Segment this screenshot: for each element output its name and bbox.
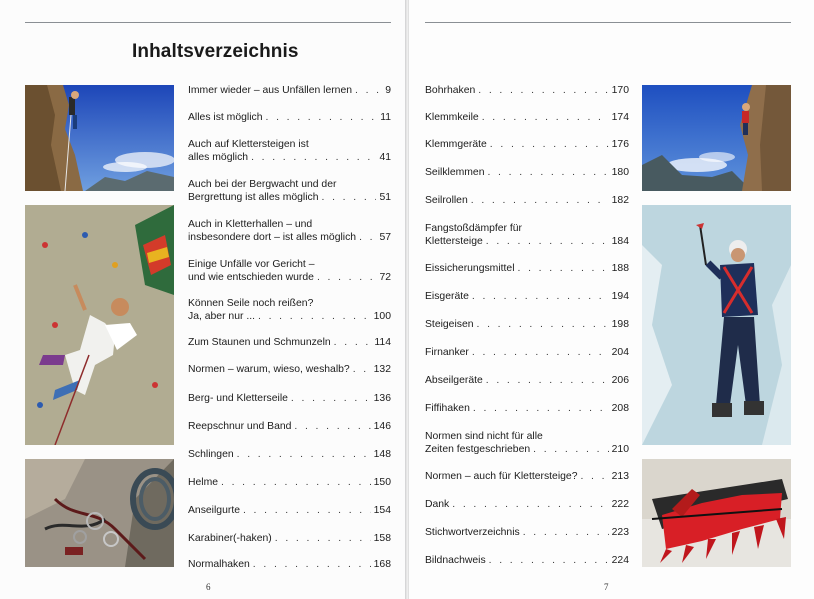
- toc-entry: [425, 262, 629, 275]
- toc-entry-title: Zeiten festgeschrieben: [425, 444, 531, 455]
- toc-page-number: 148: [373, 449, 391, 460]
- toc-entry-title: Auch bei der Bergwacht und der: [188, 179, 337, 190]
- toc-leader-dots: [359, 231, 376, 244]
- toc-entry: [188, 336, 391, 349]
- toc-entry-line: [188, 258, 391, 271]
- toc-entry-line: [425, 526, 629, 539]
- page-number: 6: [206, 582, 211, 592]
- toc-page-number: 194: [611, 291, 629, 302]
- toc-page-number: 224: [611, 555, 629, 566]
- toc-leader-dots: [294, 420, 370, 433]
- toc-entry-title: Normen sind nicht für alle: [425, 431, 543, 442]
- toc-leader-dots: [473, 402, 609, 415]
- toc-entry: [425, 138, 629, 151]
- toc-leader-dots: [334, 336, 372, 349]
- toc-leader-dots: [486, 235, 609, 248]
- toc-entry-title: Seilrollen: [425, 195, 468, 206]
- toc-page-number: 158: [373, 533, 391, 544]
- toc-leader-dots: [355, 84, 382, 97]
- red-crampons-photo: [642, 459, 791, 567]
- toc-entry-title: Auch auf Klettersteigen ist: [188, 139, 309, 150]
- toc-entry-line: [188, 310, 391, 323]
- toc-entry-title: Bildnachweis: [425, 555, 486, 566]
- toc-entry: [188, 111, 391, 124]
- toc-entry-title: und wie entschieden wurde: [188, 272, 314, 283]
- toc-entry-title: Klemmkeile: [425, 112, 479, 123]
- toc-leader-dots: [482, 111, 609, 124]
- toc-entry-title: Bohrhaken: [425, 85, 476, 96]
- toc-entry-line: [425, 84, 629, 97]
- climbing-hall-photo: [25, 205, 174, 445]
- toc-entry-line: [188, 151, 391, 164]
- toc-entry-line: [425, 235, 629, 248]
- toc-leader-dots: [533, 443, 609, 456]
- toc-entry-title: Fiffihaken: [425, 403, 470, 414]
- toc-entry: [425, 470, 629, 483]
- toc-entry: [188, 504, 391, 517]
- toc-entry-line: [188, 218, 391, 231]
- toc-leader-dots: [518, 262, 609, 275]
- toc-entry-line: [188, 84, 391, 97]
- toc-leader-dots: [490, 138, 609, 151]
- toc-entry: [188, 532, 391, 545]
- toc-entry-line: [188, 111, 391, 124]
- toc-entry: [425, 498, 629, 511]
- toc-entry-line: [425, 374, 629, 387]
- toc-entry-title: Alles ist möglich: [188, 112, 263, 123]
- toc-entry-title: Karabiner(-haken): [188, 533, 272, 544]
- toc-page-number: 57: [379, 232, 391, 243]
- toc-leader-dots: [251, 151, 376, 164]
- toc-entry-line: [425, 166, 629, 179]
- toc-page-number: 176: [611, 139, 629, 150]
- toc-page-number: 213: [611, 471, 629, 482]
- toc-entry-title: Immer wieder – aus Unfällen lernen: [188, 85, 353, 96]
- toc-leader-dots: [472, 290, 609, 303]
- toc-entry: [425, 84, 629, 97]
- toc-leader-dots: [489, 554, 609, 567]
- toc-page-number: 146: [373, 421, 391, 432]
- toc-entry: [188, 178, 391, 204]
- toc-entry-title: Klettersteige: [425, 236, 483, 247]
- toc-entry-title: Bergrettung ist alles möglich: [188, 192, 319, 203]
- toc-entry-line: [188, 231, 391, 244]
- toc-entry-title: Dank: [425, 499, 450, 510]
- toc-entry-title: Stichwortverzeichnis: [425, 527, 520, 538]
- toc-page-number: 114: [374, 337, 391, 348]
- toc-entry: [188, 420, 391, 433]
- toc-entry: [425, 111, 629, 124]
- toc-leader-dots: [486, 374, 609, 387]
- toc-page-number: 180: [611, 167, 629, 178]
- toc-leader-dots: [258, 310, 371, 323]
- toc-entry-line: [188, 558, 391, 571]
- toc-leader-dots: [478, 84, 608, 97]
- toc-leader-dots: [275, 532, 371, 545]
- toc-entry-line: [425, 290, 629, 303]
- toc-entry-line: [425, 402, 629, 415]
- toc-entry: [188, 476, 391, 489]
- toc-entry-title: Firnanker: [425, 347, 469, 358]
- toc-entry-title: Seilklemmen: [425, 167, 485, 178]
- toc-page-number: 184: [611, 236, 629, 247]
- toc-page-number: 204: [611, 347, 629, 358]
- climber-on-rock-face-photo: [25, 85, 174, 191]
- toc-page-number: 51: [379, 192, 391, 203]
- toc-entry-line: [188, 363, 391, 376]
- toc-page-number: 132: [373, 364, 391, 375]
- toc-leader-dots: [266, 111, 378, 124]
- toc-entry: [425, 374, 629, 387]
- toc-entry-line: [425, 194, 629, 207]
- toc-leader-dots: [452, 498, 608, 511]
- toc-entry-line: [188, 420, 391, 433]
- toc-entry-line: [188, 448, 391, 461]
- page-title: Inhaltsverzeichnis: [132, 41, 299, 62]
- toc-page-number: 11: [380, 112, 391, 123]
- toc-page-number: 174: [611, 112, 629, 123]
- toc-entry-line: [425, 222, 629, 235]
- toc-page-number: 206: [611, 375, 629, 386]
- toc-entry: [425, 166, 629, 179]
- toc-entry-line: [188, 336, 391, 349]
- toc-leader-dots: [253, 558, 371, 571]
- toc-page-number: 170: [611, 85, 629, 96]
- toc-entry: [188, 448, 391, 461]
- header-rule: [425, 22, 791, 23]
- toc-entry: [425, 554, 629, 567]
- toc-entry-line: [188, 271, 391, 284]
- toc-entry-line: [188, 178, 391, 191]
- toc-entry-line: [425, 498, 629, 511]
- toc-page-number: 208: [611, 403, 629, 414]
- toc-entry: [188, 558, 391, 571]
- toc-page-number: 222: [611, 499, 629, 510]
- toc-entry-title: Normen – auch für Klettersteige?: [425, 471, 578, 482]
- toc-entry-line: [188, 532, 391, 545]
- left-page: [0, 0, 405, 599]
- toc-entry-line: [425, 430, 629, 443]
- toc-page-number: 182: [611, 195, 629, 206]
- toc-entry-title: alles möglich: [188, 152, 249, 163]
- toc-page-number: 188: [611, 263, 629, 274]
- toc-entry-title: Helme: [188, 477, 219, 488]
- toc-entry-title: Können Seile noch reißen?: [188, 298, 314, 309]
- toc-entry: [425, 430, 629, 456]
- toc-entry-line: [188, 138, 391, 151]
- toc-entry-line: [425, 138, 629, 151]
- toc-page-number: 41: [379, 152, 391, 163]
- toc-page-number: 100: [373, 311, 391, 322]
- toc-entry: [188, 258, 391, 284]
- toc-page-number: 150: [373, 477, 391, 488]
- toc-entry: [188, 138, 391, 164]
- toc-leader-dots: [487, 166, 608, 179]
- toc-entry-line: [425, 443, 629, 456]
- toc-entry-title: Ja, aber nur ...: [188, 311, 255, 322]
- toc-entry-line: [188, 504, 391, 517]
- toc-page-number: 210: [611, 444, 629, 455]
- toc-entry: [425, 194, 629, 207]
- climber-on-cliff-photo: [642, 85, 791, 191]
- page-number: 7: [604, 582, 609, 592]
- toc-entry: [188, 392, 391, 405]
- right-page: [409, 0, 814, 599]
- toc-entry: [425, 222, 629, 248]
- toc-entry: [425, 346, 629, 359]
- toc-entry-title: Klemmgeräte: [425, 139, 487, 150]
- toc-entry-title: Eisgeräte: [425, 291, 469, 302]
- toc-entry: [188, 218, 391, 244]
- toc-entry-line: [188, 476, 391, 489]
- toc-entry-line: [425, 554, 629, 567]
- toc-leader-dots: [237, 448, 371, 461]
- toc-entry-line: [425, 111, 629, 124]
- toc-entry-title: Zum Staunen und Schmunzeln: [188, 337, 331, 348]
- toc-leader-dots: [471, 194, 609, 207]
- toc-entry: [425, 402, 629, 415]
- toc-entry: [425, 526, 629, 539]
- toc-entry-title: Abseilgeräte: [425, 375, 483, 386]
- toc-entry-title: Einige Unfälle vor Gericht –: [188, 259, 315, 270]
- toc-page-number: 198: [611, 319, 629, 330]
- toc-page-number: 9: [385, 85, 391, 96]
- toc-entry-title: Auch in Kletterhallen – und: [188, 219, 313, 230]
- toc-page-number: 168: [373, 559, 391, 570]
- toc-leader-dots: [580, 470, 608, 483]
- toc-leader-dots: [291, 392, 371, 405]
- toc-page-number: 154: [373, 505, 391, 516]
- toc-entry-line: [425, 318, 629, 331]
- toc-leader-dots: [353, 363, 371, 376]
- toc-entry-title: Anseilgurte: [188, 505, 240, 516]
- toc-leader-dots: [221, 476, 371, 489]
- toc-entry-line: [425, 470, 629, 483]
- toc-entry: [425, 290, 629, 303]
- toc-entry-title: Eissicherungsmittel: [425, 263, 515, 274]
- toc-entry: [188, 297, 391, 323]
- toc-leader-dots: [243, 504, 371, 517]
- climbing-gear-on-rock-photo: [25, 459, 174, 567]
- toc-entry-line: [188, 191, 391, 204]
- toc-entry-title: Schlingen: [188, 449, 234, 460]
- toc-entry: [188, 363, 391, 376]
- toc-entry-line: [425, 346, 629, 359]
- toc-entry-title: Normen – warum, wieso, weshalb?: [188, 364, 350, 375]
- toc-leader-dots: [523, 526, 609, 539]
- toc-leader-dots: [472, 346, 609, 359]
- toc-leader-dots: [477, 318, 609, 331]
- toc-entry: [188, 84, 391, 97]
- toc-entry: [425, 318, 629, 331]
- toc-entry-line: [425, 262, 629, 275]
- toc-entry-line: [188, 392, 391, 405]
- toc-entry-title: Reepschnur und Band: [188, 421, 292, 432]
- ice-climber-photo: [642, 205, 791, 445]
- toc-entry-title: Steigeisen: [425, 319, 474, 330]
- toc-entry-line: [188, 297, 391, 310]
- toc-leader-dots: [322, 191, 377, 204]
- toc-entry-title: insbesondere dort – ist alles möglich: [188, 232, 357, 243]
- toc-entry-title: Berg- und Kletterseile: [188, 393, 288, 404]
- toc-page-number: 136: [373, 393, 391, 404]
- toc-entry-title: Normalhaken: [188, 559, 250, 570]
- toc-page-number: 72: [379, 272, 391, 283]
- header-rule: [25, 22, 391, 23]
- toc-leader-dots: [317, 271, 377, 284]
- toc-entry-title: Fangstoßdämpfer für: [425, 223, 523, 234]
- toc-page-number: 223: [611, 527, 629, 538]
